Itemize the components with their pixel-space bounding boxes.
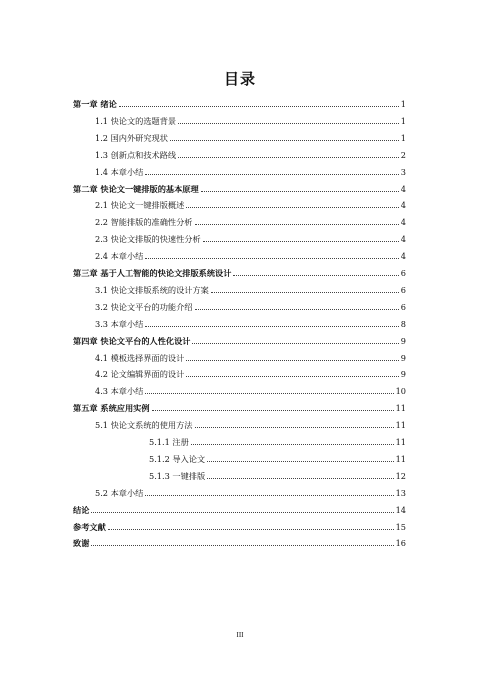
dot-leader	[178, 157, 399, 158]
dot-leader	[145, 258, 398, 259]
dot-leader	[211, 292, 399, 293]
toc-entry-page-number: 4	[400, 200, 406, 211]
toc-section-entry[interactable]	[73, 316, 406, 330]
toc-chapter-entry[interactable]	[73, 333, 406, 347]
dot-leader	[195, 224, 399, 225]
toc-entry-label: 4.3 本章小结	[95, 386, 144, 397]
toc-entry-page-number: 12	[395, 470, 406, 481]
toc-entry-page-number: 4	[400, 217, 406, 228]
toc-chapter-entry[interactable]	[73, 400, 406, 414]
dot-leader	[178, 123, 399, 124]
toc-section-entry[interactable]	[73, 113, 406, 127]
dot-leader	[145, 326, 398, 327]
toc-section-entry[interactable]	[73, 282, 406, 296]
toc-section-entry[interactable]	[73, 248, 406, 262]
toc-entry-page-number: 2	[400, 149, 406, 160]
dot-leader	[192, 343, 398, 344]
dot-leader	[170, 140, 399, 141]
toc-entry-label: 1.1 快论文的选题背景	[95, 115, 177, 126]
dot-leader	[152, 410, 394, 411]
dot-leader	[195, 309, 399, 310]
toc-section-entry[interactable]	[73, 468, 406, 482]
dot-leader	[186, 360, 398, 361]
toc-entry-page-number: 16	[395, 538, 406, 549]
toc-entry-page-number: 11	[395, 453, 406, 464]
toc-entry-label: 致谢	[73, 538, 90, 549]
toc-section-entry[interactable]	[73, 417, 406, 431]
toc-chapter-entry[interactable]	[73, 96, 406, 110]
dot-leader	[207, 461, 393, 462]
dot-leader	[91, 545, 393, 546]
toc-entry-page-number: 11	[395, 403, 406, 414]
dot-leader	[207, 478, 393, 479]
toc-entry-page-number: 6	[400, 284, 406, 295]
toc-entry-page-number: 9	[400, 352, 406, 363]
dot-leader	[145, 393, 393, 394]
toc-entry-page-number: 11	[395, 420, 406, 431]
dot-leader	[108, 529, 394, 530]
toc-entry-page-number: 1	[400, 115, 406, 126]
dot-leader	[233, 275, 398, 276]
dot-leader	[203, 241, 399, 242]
toc-entry-label: 1.3 创新点和技术路线	[95, 149, 177, 160]
toc-entry-label: 结论	[73, 504, 90, 515]
toc-entry-label: 3.1 快论文排版系统的设计方案	[95, 284, 209, 295]
dot-leader	[186, 376, 398, 377]
toc-section-entry[interactable]	[73, 130, 406, 144]
toc-entry-label: 4.2 论文编辑界面的设计	[95, 369, 185, 380]
toc-chapter-entry[interactable]	[73, 519, 406, 533]
toc-section-entry[interactable]	[73, 434, 406, 448]
toc-entry-label: 第二章 快论文一键排版的基本原理	[73, 183, 199, 194]
dot-leader	[186, 207, 398, 208]
toc-section-entry[interactable]	[73, 366, 406, 380]
toc-entry-page-number: 6	[400, 301, 406, 312]
toc-entry-label: 第一章 绪论	[73, 99, 117, 109]
dot-leader	[91, 512, 393, 513]
toc-chapter-entry[interactable]	[73, 181, 406, 195]
toc-section-entry[interactable]	[73, 299, 406, 313]
toc-entry-page-number: 13	[395, 487, 406, 498]
toc-entry-label: 5.1 快论文系统的使用方法	[95, 420, 193, 431]
toc-section-entry[interactable]	[73, 214, 406, 228]
toc-section-entry[interactable]	[73, 164, 406, 178]
toc-entry-label: 第三章 基于人工智能的快论文排版系统设计	[73, 268, 232, 278]
toc-entry-label: 2.1 快论文一键排版概述	[95, 200, 185, 211]
dot-leader	[201, 191, 399, 192]
dot-leader	[145, 495, 393, 496]
toc-entry-label: 参考文献	[73, 521, 106, 532]
toc-entry-page-number: 10	[395, 386, 406, 397]
toc-entry-label: 5.1.3 一键排版	[149, 470, 206, 481]
toc-chapter-entry[interactable]	[73, 265, 406, 279]
toc-entry-page-number: 3	[400, 166, 406, 177]
toc-entry-page-number: 1	[400, 132, 406, 143]
toc-entry-page-number: 15	[395, 521, 406, 532]
toc-section-entry[interactable]	[73, 383, 406, 397]
dot-leader	[145, 174, 398, 175]
page-number: III	[236, 631, 244, 639]
toc-entry-page-number: 1	[400, 99, 406, 109]
toc-entry-label: 2.2 智能排版的准确性分析	[95, 217, 193, 228]
toc-entry-page-number: 4	[400, 183, 406, 194]
dot-leader	[119, 106, 399, 107]
toc-title: 目录	[223, 70, 256, 88]
toc-chapter-entry[interactable]	[73, 502, 406, 516]
toc-entry-page-number: 11	[395, 437, 406, 447]
toc-entry-page-number: 8	[400, 318, 406, 329]
toc-entry-label: 3.3 本章小结	[95, 318, 144, 329]
toc-entry-page-number: 4	[400, 251, 406, 262]
toc-entry-label: 1.4 本章小结	[95, 166, 144, 177]
toc-section-entry[interactable]	[73, 147, 406, 161]
toc-section-entry[interactable]	[73, 350, 406, 364]
toc-entry-label: 5.2 本章小结	[95, 487, 144, 498]
toc-section-entry[interactable]	[73, 485, 406, 499]
toc-entry-label: 2.3 快论文排版的快速性分析	[95, 234, 201, 245]
dot-leader	[191, 444, 394, 445]
toc-entry-label: 第四章 快论文平台的人性化设计	[73, 335, 191, 346]
toc-entry-label: 5.1.2 导入论文	[149, 453, 206, 464]
toc-section-entry[interactable]	[73, 451, 406, 465]
toc-entry-label: 1.2 国内外研究现状	[95, 132, 168, 143]
dot-leader	[195, 427, 394, 428]
toc-entry-page-number: 9	[400, 335, 406, 346]
toc-section-entry[interactable]	[73, 231, 406, 245]
toc-chapter-entry[interactable]	[73, 535, 406, 549]
toc-entry-label: 4.1 模板选择界面的设计	[95, 352, 185, 363]
toc-entry-page-number: 9	[400, 369, 406, 380]
toc-section-entry[interactable]	[73, 197, 406, 211]
toc-entry-label: 第五章 系统应用实例	[73, 403, 150, 414]
toc-entry-label: 5.1.1 注册	[149, 437, 189, 447]
toc-entry-page-number: 14	[395, 504, 406, 515]
toc-entry-label: 3.2 快论文平台的功能介绍	[95, 301, 193, 312]
toc-entry-page-number: 6	[400, 268, 406, 278]
toc-entry-label: 2.4 本章小结	[95, 251, 144, 262]
toc-entry-page-number: 4	[400, 234, 406, 245]
